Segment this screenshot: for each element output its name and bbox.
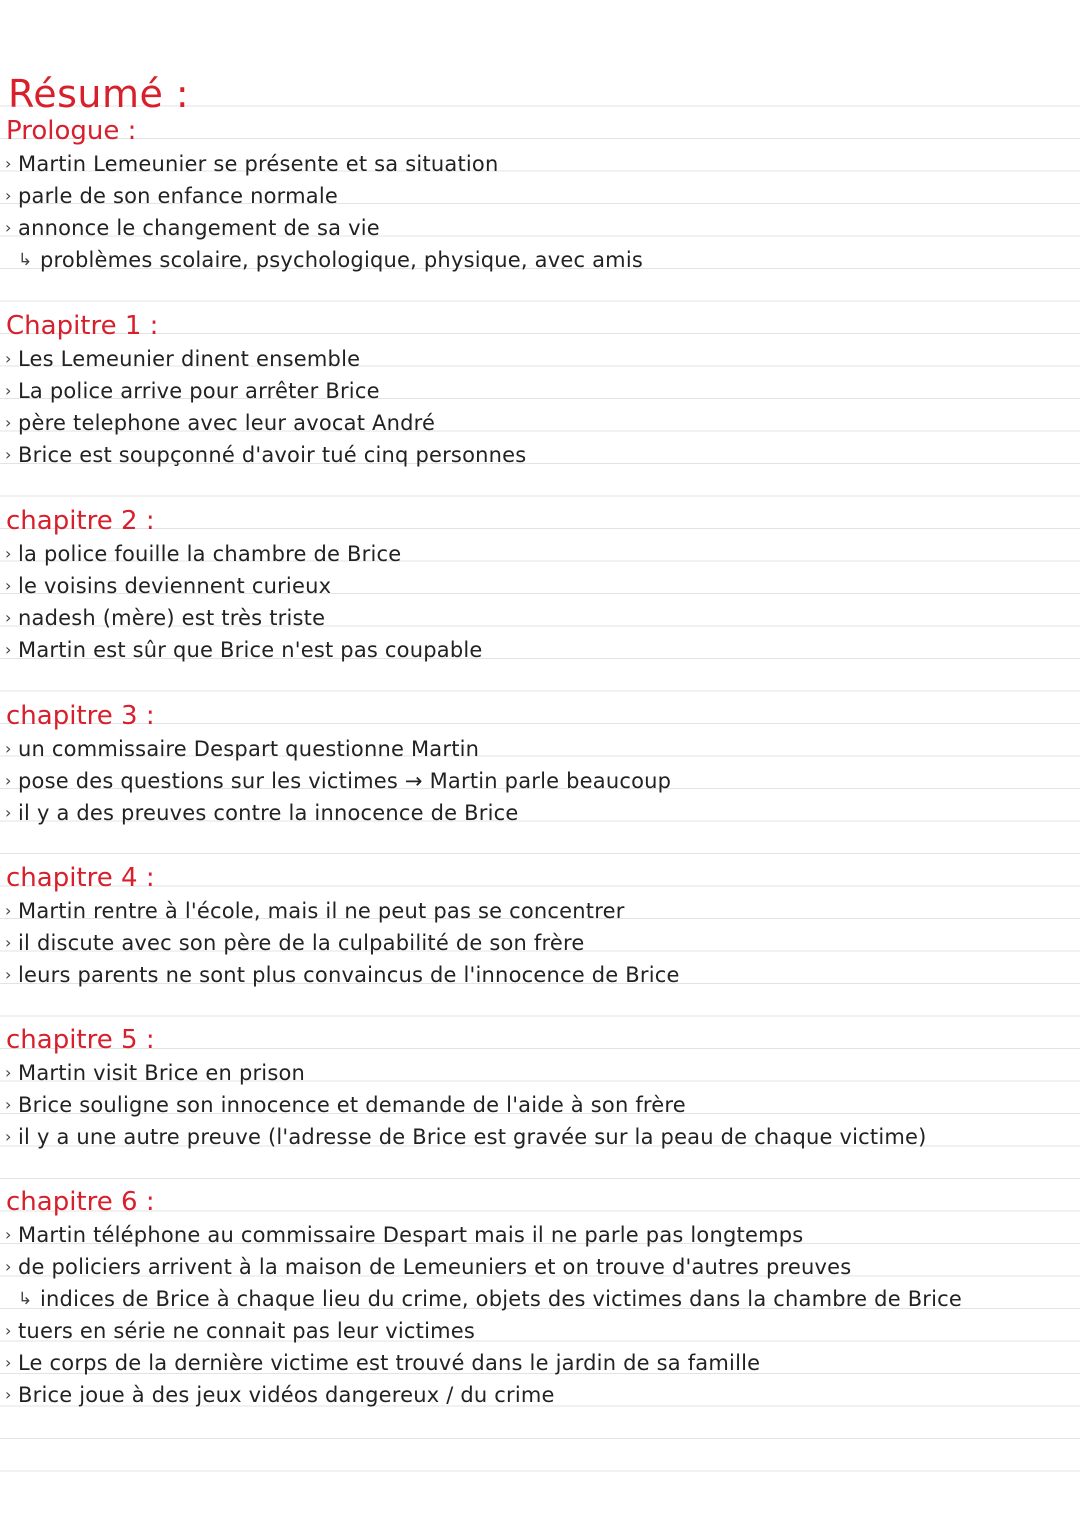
chevron-bullet-icon: › <box>5 1321 12 1340</box>
list-item <box>0 958 1060 990</box>
section-5 <box>0 1024 1060 1152</box>
list-item <box>0 1250 1060 1282</box>
list-item <box>0 1120 1060 1152</box>
section-heading: chapitre 6 : <box>6 1187 155 1217</box>
list-item <box>0 732 1060 764</box>
chevron-bullet-icon: › <box>5 445 12 464</box>
list-item <box>0 1056 1060 1088</box>
section-heading: chapitre 4 : <box>6 863 155 893</box>
list-item <box>0 569 1060 601</box>
list-item <box>0 1346 1060 1378</box>
list-item <box>0 926 1060 958</box>
chevron-bullet-icon: › <box>5 608 12 627</box>
list-item <box>0 342 1060 374</box>
chevron-bullet-icon: › <box>5 218 12 237</box>
section-heading: chapitre 5 : <box>6 1025 155 1055</box>
item-text: leurs parents ne sont plus convaincus de l'innocence de Brice <box>18 963 680 987</box>
list-item <box>0 633 1060 665</box>
chevron-bullet-icon: › <box>5 640 12 659</box>
arrow-bullet-icon: ↳ <box>18 1289 33 1309</box>
item-text: problèmes scolaire, psychologique, physique, avec amis <box>40 248 643 272</box>
chevron-bullet-icon: › <box>5 1385 12 1404</box>
list-item <box>0 764 1060 796</box>
chevron-bullet-icon: › <box>5 965 12 984</box>
list-item <box>0 537 1060 569</box>
item-text: pose des questions sur les victimes → Martin parle beaucoup <box>18 769 672 793</box>
item-text: Martin Lemeunier se présente et sa situation <box>18 152 499 176</box>
item-text: le voisins deviennent curieux <box>18 574 332 598</box>
sub-list-item <box>0 243 1060 275</box>
chevron-bullet-icon: › <box>5 1063 12 1082</box>
chevron-bullet-icon: › <box>5 381 12 400</box>
page-title: Résumé : <box>8 72 190 116</box>
section-4 <box>0 862 1060 990</box>
item-text: La police arrive pour arrêter Brice <box>18 379 380 403</box>
item-text: Les Lemeunier dinent ensemble <box>18 347 361 371</box>
section-heading: Chapitre 1 : <box>6 311 159 341</box>
item-text: parle de son enfance normale <box>18 184 339 208</box>
chevron-bullet-icon: › <box>5 544 12 563</box>
section-0 <box>0 115 1060 275</box>
section-3 <box>0 700 1060 828</box>
arrow-bullet-icon: ↳ <box>18 250 33 270</box>
item-text: la police fouille la chambre de Brice <box>18 542 402 566</box>
item-text: tuers en série ne connait pas leur victimes <box>18 1319 476 1343</box>
list-item <box>0 211 1060 243</box>
chevron-bullet-icon: › <box>5 739 12 758</box>
chevron-bullet-icon: › <box>5 349 12 368</box>
list-item <box>0 147 1060 179</box>
item-text: un commissaire Despart questionne Martin <box>18 737 480 761</box>
chevron-bullet-icon: › <box>5 1353 12 1372</box>
section-1 <box>0 310 1060 470</box>
chevron-bullet-icon: › <box>5 154 12 173</box>
item-text: Brice est soupçonné d'avoir tué cinq personnes <box>18 443 527 467</box>
chevron-bullet-icon: › <box>5 413 12 432</box>
item-text: il y a une autre preuve (l'adresse de Brice est gravée sur la peau de chaque victime) <box>18 1125 927 1149</box>
item-text: Le corps de la dernière victime est trouvé dans le jardin de sa famille <box>18 1351 761 1375</box>
item-text: il y a des preuves contre la innocence de Brice <box>18 801 519 825</box>
chevron-bullet-icon: › <box>5 1257 12 1276</box>
list-item <box>0 406 1060 438</box>
sub-list-item <box>0 1282 1060 1314</box>
list-item <box>0 601 1060 633</box>
list-item <box>0 796 1060 828</box>
chevron-bullet-icon: › <box>5 1095 12 1114</box>
section-6 <box>0 1186 1060 1410</box>
item-text: annonce le changement de sa vie <box>18 216 380 240</box>
chevron-bullet-icon: › <box>5 771 12 790</box>
list-item <box>0 894 1060 926</box>
chevron-bullet-icon: › <box>5 933 12 952</box>
list-item <box>0 438 1060 470</box>
item-text: il discute avec son père de la culpabilité de son frère <box>18 931 585 955</box>
list-item <box>0 374 1060 406</box>
chevron-bullet-icon: › <box>5 901 12 920</box>
item-text: de policiers arrivent à la maison de Lemeuniers et on trouve d'autres preuves <box>18 1255 852 1279</box>
chevron-bullet-icon: › <box>5 803 12 822</box>
section-heading: chapitre 2 : <box>6 506 155 536</box>
list-item <box>0 1378 1060 1410</box>
section-2 <box>0 505 1060 665</box>
list-item <box>0 179 1060 211</box>
chevron-bullet-icon: › <box>5 186 12 205</box>
item-text: indices de Brice à chaque lieu du crime, objets des victimes dans la chambre de Brice <box>40 1287 963 1311</box>
list-item <box>0 1314 1060 1346</box>
item-text: nadesh (mère) est très triste <box>18 606 326 630</box>
item-text: Martin téléphone au commissaire Despart mais il ne parle pas longtemps <box>18 1223 804 1247</box>
item-text: Brice joue à des jeux vidéos dangereux / du crime <box>18 1383 555 1407</box>
section-heading: chapitre 3 : <box>6 701 155 731</box>
section-heading: Prologue : <box>6 116 137 146</box>
item-text: Martin visit Brice en prison <box>18 1061 306 1085</box>
list-item <box>0 1218 1060 1250</box>
chevron-bullet-icon: › <box>5 1225 12 1244</box>
item-text: Brice souligne son innocence et demande de l'aide à son frère <box>18 1093 686 1117</box>
chevron-bullet-icon: › <box>5 576 12 595</box>
list-item <box>0 1088 1060 1120</box>
chevron-bullet-icon: › <box>5 1127 12 1146</box>
item-text: père telephone avec leur avocat André <box>18 411 436 435</box>
item-text: Martin est sûr que Brice n'est pas coupable <box>18 638 483 662</box>
item-text: Martin rentre à l'école, mais il ne peut pas se concentrer <box>18 899 625 923</box>
